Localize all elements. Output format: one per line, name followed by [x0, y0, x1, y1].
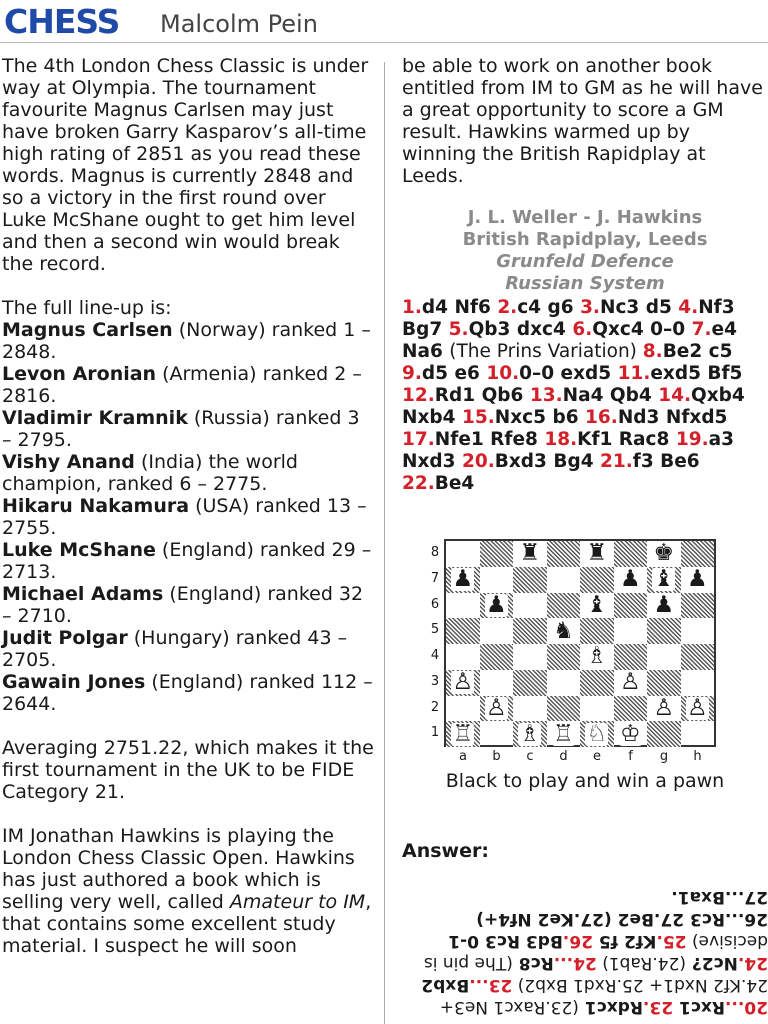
move-number: 8. — [642, 341, 663, 362]
player-entry — [2, 671, 374, 715]
rank-label: 4 — [430, 648, 440, 663]
board-square — [446, 618, 480, 644]
chess-piece-a1: ♖ — [452, 720, 474, 747]
player-entry — [2, 539, 374, 583]
rank-label: 2 — [430, 699, 440, 715]
right-column — [402, 55, 768, 495]
board-square — [547, 593, 581, 619]
player-details: (USA) ranked 13 – 2755. — [2, 495, 367, 539]
player-name: Michael Adams — [2, 583, 164, 605]
move-number: 23... — [469, 975, 513, 995]
board-square — [480, 721, 514, 747]
move-number: 19. — [675, 429, 709, 450]
move-text: Bxd3 Bg4 — [494, 451, 601, 472]
rank-label: 1 — [430, 725, 440, 741]
move-number: 18. — [544, 429, 578, 450]
book-title: Amateur to IM — [229, 891, 366, 913]
game-event: British Rapidplay, Leeds — [462, 229, 708, 250]
player-details: (England) ranked 29 – 2713. — [2, 539, 372, 583]
board-square — [614, 541, 648, 567]
board-square — [513, 593, 547, 619]
player-entry — [2, 451, 374, 495]
move-text: Nc3 d5 — [599, 297, 679, 318]
chess-piece-f1: ♔ — [619, 720, 641, 747]
board-square — [647, 721, 681, 747]
player-entry — [2, 319, 374, 363]
move-number: 17. — [402, 429, 435, 450]
move-text: Be2 c5 — [662, 341, 733, 362]
board-square — [614, 593, 648, 619]
move-text: Na4 Qb4 — [562, 385, 659, 406]
move-text: f3 Be6 — [632, 451, 700, 472]
board-square — [513, 567, 547, 593]
chess-piece-e4: ♗ — [586, 643, 608, 670]
move-text: a3 Nxd3 — [402, 429, 734, 472]
player-details: (England) ranked 112 – 2644. — [2, 671, 373, 715]
board-square — [614, 644, 648, 670]
chess-piece-g6: ♟ — [653, 591, 675, 618]
chess-piece-a3: ♙ — [452, 669, 474, 696]
chess-piece-h2: ♙ — [686, 694, 708, 721]
answer-upside-down — [402, 868, 768, 1018]
move-text: 26...Rc3 27.Be2 (27.Ke2 Nf4+) 27...Bxa1. — [476, 887, 768, 929]
file-label: a — [459, 749, 467, 764]
move-number: 16. — [585, 407, 618, 428]
move-text: Rc8 — [512, 953, 554, 973]
board-square — [681, 670, 715, 696]
board-square — [647, 618, 681, 644]
game-opening: Grunfeld Defence — [496, 251, 674, 272]
move-number: 4. — [678, 297, 699, 318]
board-square — [647, 670, 681, 696]
move-text: Qxb4 Nxb4 — [402, 385, 745, 428]
move-number: 14. — [658, 385, 691, 406]
game-players: J. L. Weller - J. Hawkins — [467, 207, 703, 228]
board-square — [580, 618, 614, 644]
lineup-section — [2, 297, 374, 715]
player-name: Hikaru Nakamura — [2, 495, 190, 517]
board-square — [547, 567, 581, 593]
move-text: Bxb2 — [421, 975, 470, 995]
game-header — [402, 207, 768, 295]
move-text: 0-1 — [448, 931, 480, 951]
move-text: Nc2? — [685, 953, 738, 973]
board-square — [513, 618, 547, 644]
player-name: Gawain Jones — [2, 671, 146, 693]
chess-piece-d1: ♖ — [552, 720, 574, 747]
chess-piece-e8: ♜ — [586, 540, 608, 567]
category-paragraph: Averaging 2751.22, which makes it the first tournament in the UK to be FIDE Category 21. — [2, 737, 374, 803]
player-name: Vishy Anand — [2, 451, 135, 473]
board-square — [480, 670, 514, 696]
move-text: Rxc1 — [673, 997, 725, 1017]
chess-piece-b2: ♙ — [485, 694, 507, 721]
board-square — [547, 541, 581, 567]
file-label: g — [659, 749, 669, 764]
file-label: b — [492, 749, 501, 764]
move-text: Rdxc1 — [578, 997, 643, 1017]
move-number: 13. — [529, 385, 563, 406]
move-number: 21. — [600, 451, 633, 472]
board-square — [547, 670, 581, 696]
player-details: (England) ranked 32 – 2710. — [2, 583, 364, 627]
player-details: (Armenia) ranked 2 – 2816. — [2, 363, 362, 407]
move-text: 0–0 exd5 — [519, 363, 618, 384]
move-text: Nfe1 Rfe8 — [434, 429, 545, 450]
file-label: h — [693, 749, 702, 764]
move-number: 15. — [461, 407, 495, 428]
move-text: exd5 Bf5 — [650, 363, 743, 384]
file-label: e — [593, 749, 601, 764]
chess-piece-g2: ♙ — [653, 694, 675, 721]
file-label: f — [628, 749, 633, 764]
move-text: Qxc4 0–0 — [592, 319, 692, 340]
chess-piece-g8: ♚ — [653, 540, 675, 567]
chess-piece-h7: ♟ — [686, 566, 708, 593]
board-square — [614, 696, 648, 722]
player-details: (Hungary) ranked 43 – 2705. — [2, 627, 348, 671]
chess-piece-d5: ♞ — [552, 617, 574, 644]
hawkins-text-a: IM Jonathan Hawkins is playing the London Chess Classic Open. Hawkins has just authored a book which is selling very well, called — [2, 825, 355, 913]
move-number: 24. — [737, 953, 768, 973]
board-square — [580, 567, 614, 593]
move-number: 24... — [553, 953, 597, 973]
lineup-intro: The full line-up is: — [2, 297, 172, 319]
move-text: e4 Na6 — [402, 319, 737, 362]
hawkins-text-b: , that contains some excellent study material. I suspect he will soon — [2, 891, 372, 957]
rank-label: 5 — [430, 622, 440, 638]
move-number: 23. — [642, 997, 674, 1017]
column-header — [0, 0, 768, 46]
move-number: 6. — [572, 319, 593, 340]
chess-piece-c1: ♗ — [519, 720, 541, 747]
move-text: Be4 — [434, 473, 475, 494]
move-number: 10. — [486, 363, 520, 384]
chess-piece-f3: ♙ — [619, 669, 641, 696]
board-square — [513, 644, 547, 670]
player-name: Vladimir Kramnik — [2, 407, 188, 429]
player-details: (Russia) ranked 3 – 2795. — [2, 407, 360, 451]
diagram-caption: Black to play and win a pawn — [445, 770, 725, 792]
move-text: Kf1 Rac8 — [577, 429, 676, 450]
board-square — [480, 618, 514, 644]
chess-piece-e1: ♘ — [586, 720, 608, 747]
board-square — [547, 644, 581, 670]
board-square — [547, 696, 581, 722]
move-number: 9. — [402, 363, 422, 384]
chess-piece-e6: ♝ — [586, 591, 608, 618]
move-text: c4 g6 — [517, 297, 581, 318]
board-square — [681, 541, 715, 567]
chess-piece-f7: ♟ — [619, 566, 641, 593]
move-text: Nd3 Nfxd5 — [617, 407, 728, 428]
board-square — [446, 644, 480, 670]
board-square — [480, 567, 514, 593]
board-square — [681, 644, 715, 670]
move-text: Nxc5 b6 — [494, 407, 586, 428]
rank-label: 8 — [430, 545, 440, 560]
chess-piece-c8: ♜ — [519, 540, 541, 567]
board-square — [513, 696, 547, 722]
player-list — [2, 319, 374, 715]
move-number: 25. — [656, 931, 687, 951]
player-name: Luke McShane — [2, 539, 156, 561]
player-name: Levon Aronian — [2, 363, 157, 385]
answer-label: Answer: — [402, 840, 489, 862]
move-text: Bd3 Rc3 — [479, 931, 563, 951]
move-number: 2. — [497, 297, 518, 318]
move-number: 7. — [691, 319, 712, 340]
move-number: 11. — [617, 363, 651, 384]
move-text: (The Prins Variation) — [449, 341, 643, 362]
game-variation: Russian System — [505, 273, 665, 294]
board-square — [580, 696, 614, 722]
move-number: 26. — [562, 931, 593, 951]
player-details: (India) the world champion, ranked 6 – 2775. — [2, 451, 298, 495]
chess-diagram — [424, 535, 724, 765]
column-author: Malcolm Pein — [160, 10, 318, 38]
player-name: Magnus Carlsen — [2, 319, 173, 341]
board-square — [681, 593, 715, 619]
intro-paragraph: The 4th London Chess Classic is under way at Olympia. The tournament favourite Magnus Carlsen may just have broken Garry Kasparov’s all-time high rating of 2851 as you read these words. Magnus is currently 2848 and so a victory in the first round over Luke McShane ought to get him level and then a second win would break the record. — [2, 55, 369, 275]
player-entry — [2, 583, 374, 627]
hawkins-paragraph — [2, 825, 374, 957]
rank-label: 3 — [430, 673, 440, 689]
chess-piece-g7: ♝ — [653, 566, 675, 593]
move-number: 12. — [402, 385, 435, 406]
game-moves — [402, 297, 768, 495]
move-text: d4 Nf6 — [421, 297, 498, 318]
board-square — [446, 593, 480, 619]
continuation-paragraph: be able to work on another book entitled from IM to GM as he will have a great opportunity to score a GM result. Hawkins warmed up by winning the British Rapidplay at Leeds. — [402, 55, 763, 187]
player-details: (Norway) ranked 1 – 2848. — [2, 319, 371, 363]
move-number: 1. — [402, 297, 422, 318]
move-number: 5. — [448, 319, 469, 340]
left-column — [2, 55, 374, 979]
rank-label: 7 — [430, 570, 440, 586]
move-number: 20... — [724, 997, 768, 1017]
move-text: Qb3 dxc4 — [468, 319, 573, 340]
board-square — [480, 644, 514, 670]
player-name: Judit Polgar — [2, 627, 128, 649]
move-text: (23.Raxc1 Ne3+ 24.Kf2 Nxd1+ 25.Rxd1 Bxb2) — [439, 975, 768, 1017]
player-entry — [2, 363, 374, 407]
player-entry — [2, 627, 374, 671]
move-text: Rd1 Qb6 — [434, 385, 530, 406]
move-text: Nf3 Bg7 — [402, 297, 735, 340]
board-square — [480, 541, 514, 567]
rank-label: 6 — [430, 596, 440, 612]
board-square — [681, 721, 715, 747]
column-divider — [384, 62, 385, 1024]
board-square — [614, 618, 648, 644]
chess-board — [444, 539, 716, 747]
column-title: CHESS — [4, 2, 120, 41]
move-text: Kf2 f5 — [592, 931, 657, 951]
board-square — [681, 618, 715, 644]
board-square — [446, 541, 480, 567]
board-square — [580, 670, 614, 696]
file-label: c — [526, 749, 534, 764]
chess-piece-a7: ♟ — [452, 566, 474, 593]
board-square — [446, 696, 480, 722]
player-entry — [2, 495, 374, 539]
move-text: d5 e6 — [421, 363, 487, 384]
move-number: 20. — [461, 451, 495, 472]
board-square — [513, 670, 547, 696]
board-square — [647, 644, 681, 670]
move-text: (The pin is decisive) — [423, 931, 768, 973]
move-number: 3. — [580, 297, 600, 318]
file-label: d — [559, 749, 568, 764]
chess-piece-b6: ♟ — [485, 591, 507, 618]
header-rule — [0, 42, 768, 43]
move-text: (24.Rab1) — [596, 953, 686, 973]
player-entry — [2, 407, 374, 451]
move-number: 22. — [402, 473, 435, 494]
